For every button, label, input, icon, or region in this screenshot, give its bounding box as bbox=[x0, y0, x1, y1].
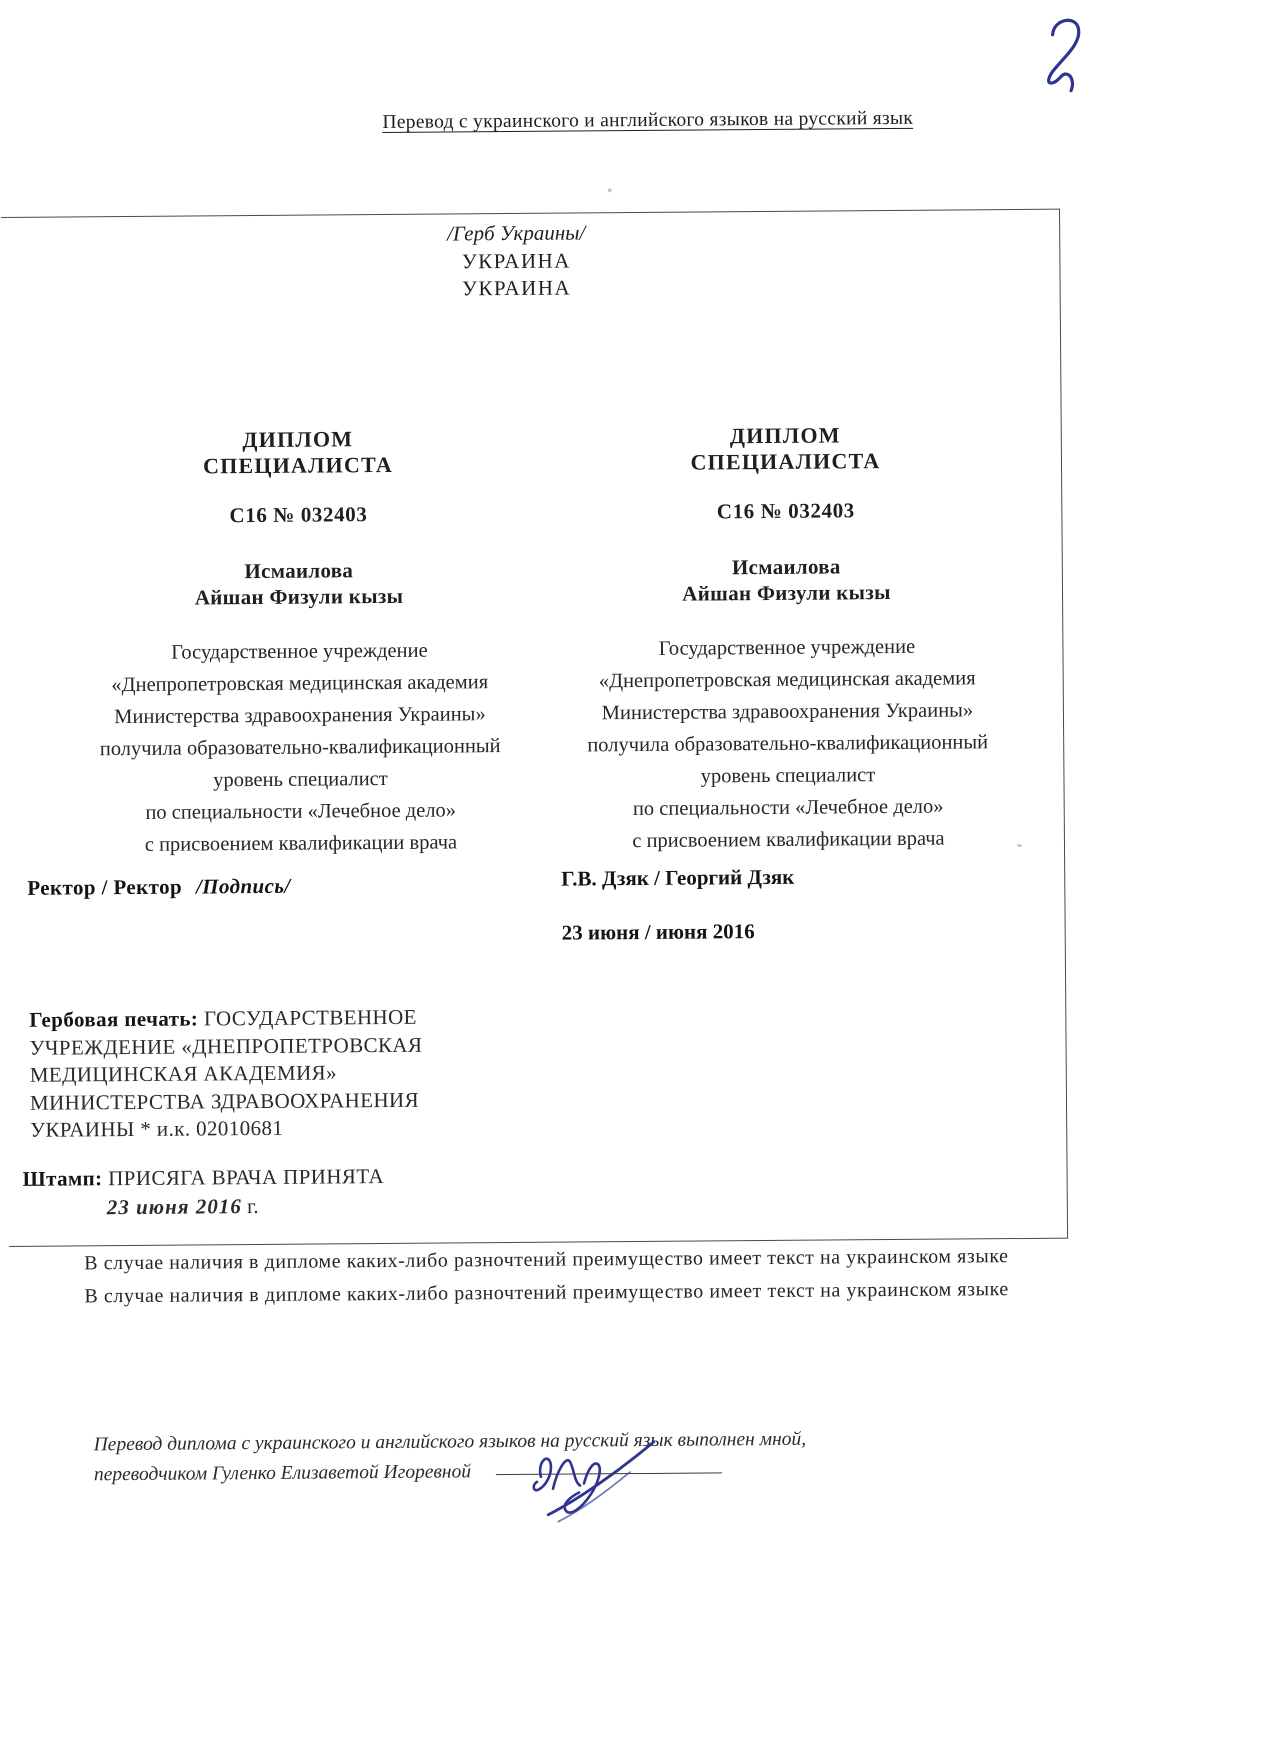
body-line: с присвоением квалификации врача bbox=[144, 831, 458, 856]
diploma-title-line1: ДИПЛОМ bbox=[242, 426, 354, 453]
translator-note-line2: переводчиком Гуленко Елизаветой Игоревной bbox=[93, 1461, 472, 1486]
scan-speck bbox=[608, 188, 612, 192]
stamp-date: 23 июня 2016 bbox=[106, 1194, 242, 1220]
seal-line: МЕДИЦИНСКАЯ АКАДЕМИЯ» bbox=[29, 1060, 338, 1087]
seal-label: Гербовая печать: bbox=[29, 1006, 199, 1032]
body-line: «Днепропетровская медицинская академия bbox=[598, 667, 976, 693]
diploma-holder-name bbox=[494, 553, 1079, 609]
seal-line: УКРАИНЫ * и.к. 02010681 bbox=[30, 1115, 284, 1142]
body-line: Государственное учреждение bbox=[171, 639, 428, 664]
rector-label: Ректор / Ректор bbox=[27, 874, 183, 900]
rector-signature-line bbox=[27, 874, 290, 901]
stamp-date-line bbox=[107, 1194, 259, 1220]
holder-surname: Исмаилова bbox=[731, 554, 841, 580]
body-line: по специальности «Лечебное дело» bbox=[632, 795, 944, 821]
seal-description bbox=[29, 1003, 490, 1144]
stamp-description bbox=[22, 1164, 384, 1192]
seal-line bbox=[29, 1003, 489, 1034]
diploma-title-line2: СПЕЦИАЛИСТА bbox=[690, 448, 881, 475]
body-line: по специальности «Лечебное дело» bbox=[145, 799, 457, 824]
diploma-date-line: 23 июня / июня 2016 bbox=[561, 919, 755, 945]
seal-text: ГОСУДАРСТВЕННОЕ bbox=[203, 1004, 417, 1031]
body-line: Министерства здравоохранения Украины» bbox=[114, 703, 486, 729]
body-line: уровень специалист bbox=[700, 764, 876, 788]
body-line: получила образовательно-квалификационный bbox=[587, 731, 989, 757]
translator-note-line1: Перевод диплома с украинского и английского языков на русский язык выполнен мной, bbox=[93, 1428, 807, 1456]
diploma-number: С16 № 032403 bbox=[229, 502, 368, 528]
diploma-body-text bbox=[494, 630, 1081, 859]
holder-given-names: Айшан Физули кызы bbox=[682, 579, 891, 606]
holder-given-names: Айшан Физули кызы bbox=[194, 583, 404, 609]
diploma-title-line1: ДИПЛОМ bbox=[729, 422, 841, 449]
body-line: Министерства здравоохранения Украины» bbox=[601, 699, 974, 725]
country-name-english-translated: УКРАИНА bbox=[461, 275, 572, 301]
body-line: Государственное учреждение bbox=[658, 635, 916, 660]
diploma-column-right bbox=[493, 421, 1081, 859]
stamp-date-suffix: г. bbox=[246, 1194, 259, 1219]
diploma-number: С16 № 032403 bbox=[716, 498, 855, 524]
emblem-note: /Герб Украины/ bbox=[446, 220, 586, 246]
seal-line: УЧРЕЖДЕНИЕ «ДНЕПРОПЕТРОВСКАЯ bbox=[29, 1032, 423, 1060]
emblem-block bbox=[0, 216, 1037, 307]
translator-certification bbox=[94, 1424, 914, 1490]
translation-direction-header bbox=[0, 105, 1270, 137]
holder-surname: Исмаилова bbox=[244, 558, 354, 584]
body-line: получила образовательно-квалификационный bbox=[99, 735, 501, 761]
disclaimer-line: В случае наличия в дипломе каких-либо разночтений преимущество имеет текст на украинском языке bbox=[84, 1245, 1009, 1275]
translation-direction-text: Перевод с украинского и английского языков на русский язык bbox=[382, 107, 914, 134]
stamp-label: Штамп: bbox=[22, 1166, 103, 1191]
handwritten-page-number-icon bbox=[1040, 10, 1095, 94]
body-line: «Днепропетровская медицинская академия bbox=[111, 671, 489, 697]
body-line: уровень специалист bbox=[213, 767, 388, 792]
diploma-title bbox=[493, 421, 1078, 478]
disclaimer-line: В случае наличия в дипломе каких-либо разночтений преимущество имеет текст на украинском языке bbox=[84, 1278, 1009, 1308]
stamp-text: ПРИСЯГА ВРАЧА ПРИНЯТА bbox=[108, 1164, 385, 1191]
seal-line: МИНИСТЕРСТВА ЗДРАВООХРАНЕНИЯ bbox=[29, 1087, 420, 1115]
rector-name-line: Г.В. Дзяк / Георгий Дзяк bbox=[561, 864, 795, 891]
signature-placeholder-note: /Подпись/ bbox=[195, 873, 291, 899]
diploma-title-line2: СПЕЦИАЛИСТА bbox=[202, 451, 394, 479]
country-name-ukrainian: УКРАИНА bbox=[461, 248, 571, 273]
handwritten-signature-icon bbox=[520, 1434, 671, 1531]
body-line: с присвоением квалификации врача bbox=[632, 827, 945, 853]
